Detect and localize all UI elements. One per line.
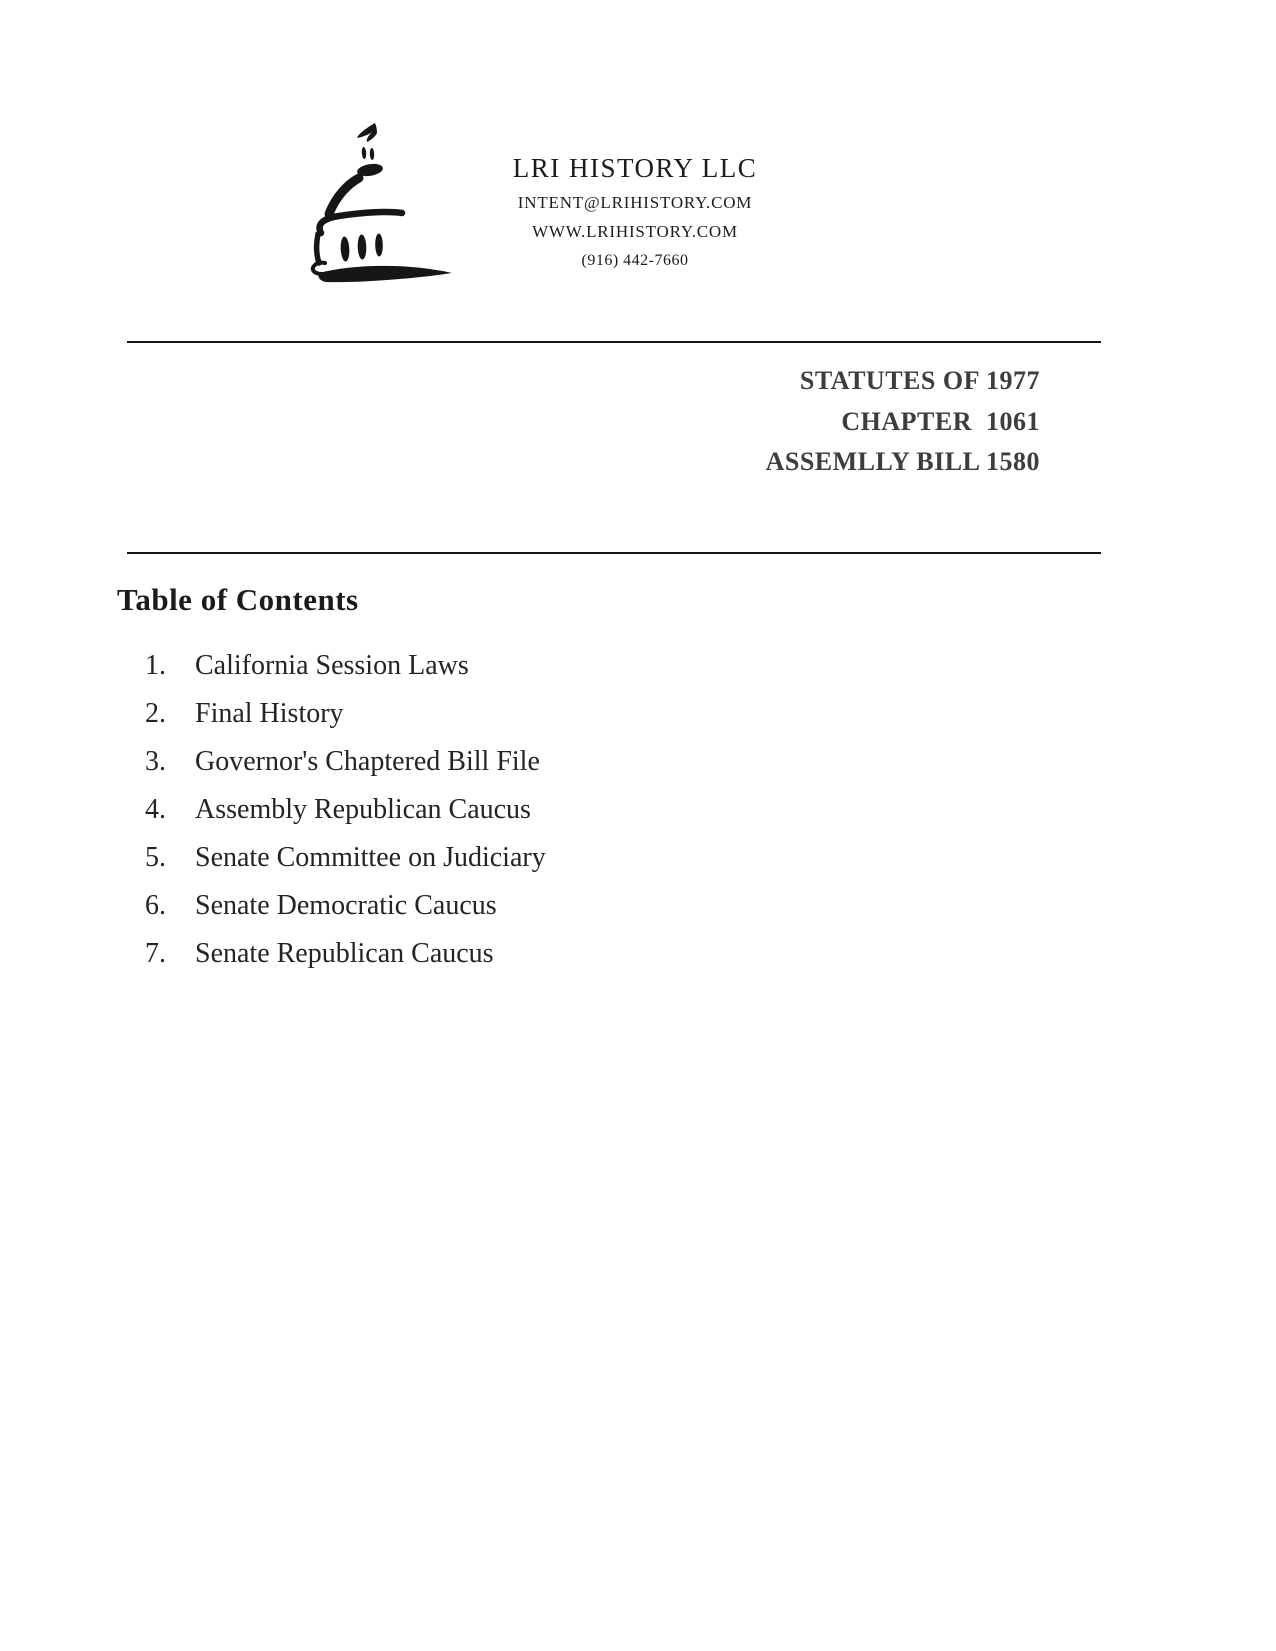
- toc-item-label: Senate Democratic Caucus: [195, 890, 497, 921]
- toc-item-number: 7.: [145, 938, 166, 969]
- capitol-dome-logo-icon: [296, 120, 466, 295]
- toc-item: [145, 650, 546, 698]
- title-line-chapter: CHAPTER 1061: [841, 406, 1040, 436]
- toc-list: [145, 650, 546, 986]
- header: [455, 148, 815, 275]
- divider-top: [127, 341, 1101, 343]
- toc-item-label: Final History: [195, 698, 344, 729]
- toc-item: [145, 698, 546, 746]
- toc-item: [145, 842, 546, 890]
- document-title-block: [766, 361, 1040, 483]
- toc-item: [145, 890, 546, 938]
- toc-item-number: 1.: [145, 650, 166, 681]
- toc-item-number: 2.: [145, 698, 166, 729]
- toc-item-label: Senate Republican Caucus: [195, 938, 494, 969]
- toc-item-label: Governor's Chaptered Bill File: [195, 746, 540, 777]
- toc-item: [145, 746, 546, 794]
- toc-item-label: California Session Laws: [195, 650, 469, 681]
- toc-item: [145, 938, 546, 986]
- company-email: INTENT@LRIHISTORY.COM: [517, 193, 753, 212]
- title-line-statutes: STATUTES OF 1977: [799, 366, 1040, 395]
- company-name: LRI HISTORY LLC: [512, 153, 758, 183]
- toc-item-number: 3.: [145, 746, 166, 777]
- divider-bottom: [127, 552, 1101, 554]
- toc-heading: Table of Contents: [117, 582, 359, 617]
- toc-item-label: Senate Committee on Judiciary: [195, 842, 546, 873]
- toc-item-number: 4.: [145, 794, 166, 825]
- toc-item-label: Assembly Republican Caucus: [195, 794, 531, 825]
- toc-item-number: 5.: [145, 842, 166, 873]
- toc-item-number: 6.: [145, 890, 166, 921]
- company-phone: (916) 442-7660: [581, 252, 689, 269]
- title-line-assembly-bill: ASSEMLLY BILL 1580: [765, 447, 1040, 476]
- toc-item: [145, 794, 546, 842]
- company-website: WWW.LRIHISTORY.COM: [532, 222, 738, 241]
